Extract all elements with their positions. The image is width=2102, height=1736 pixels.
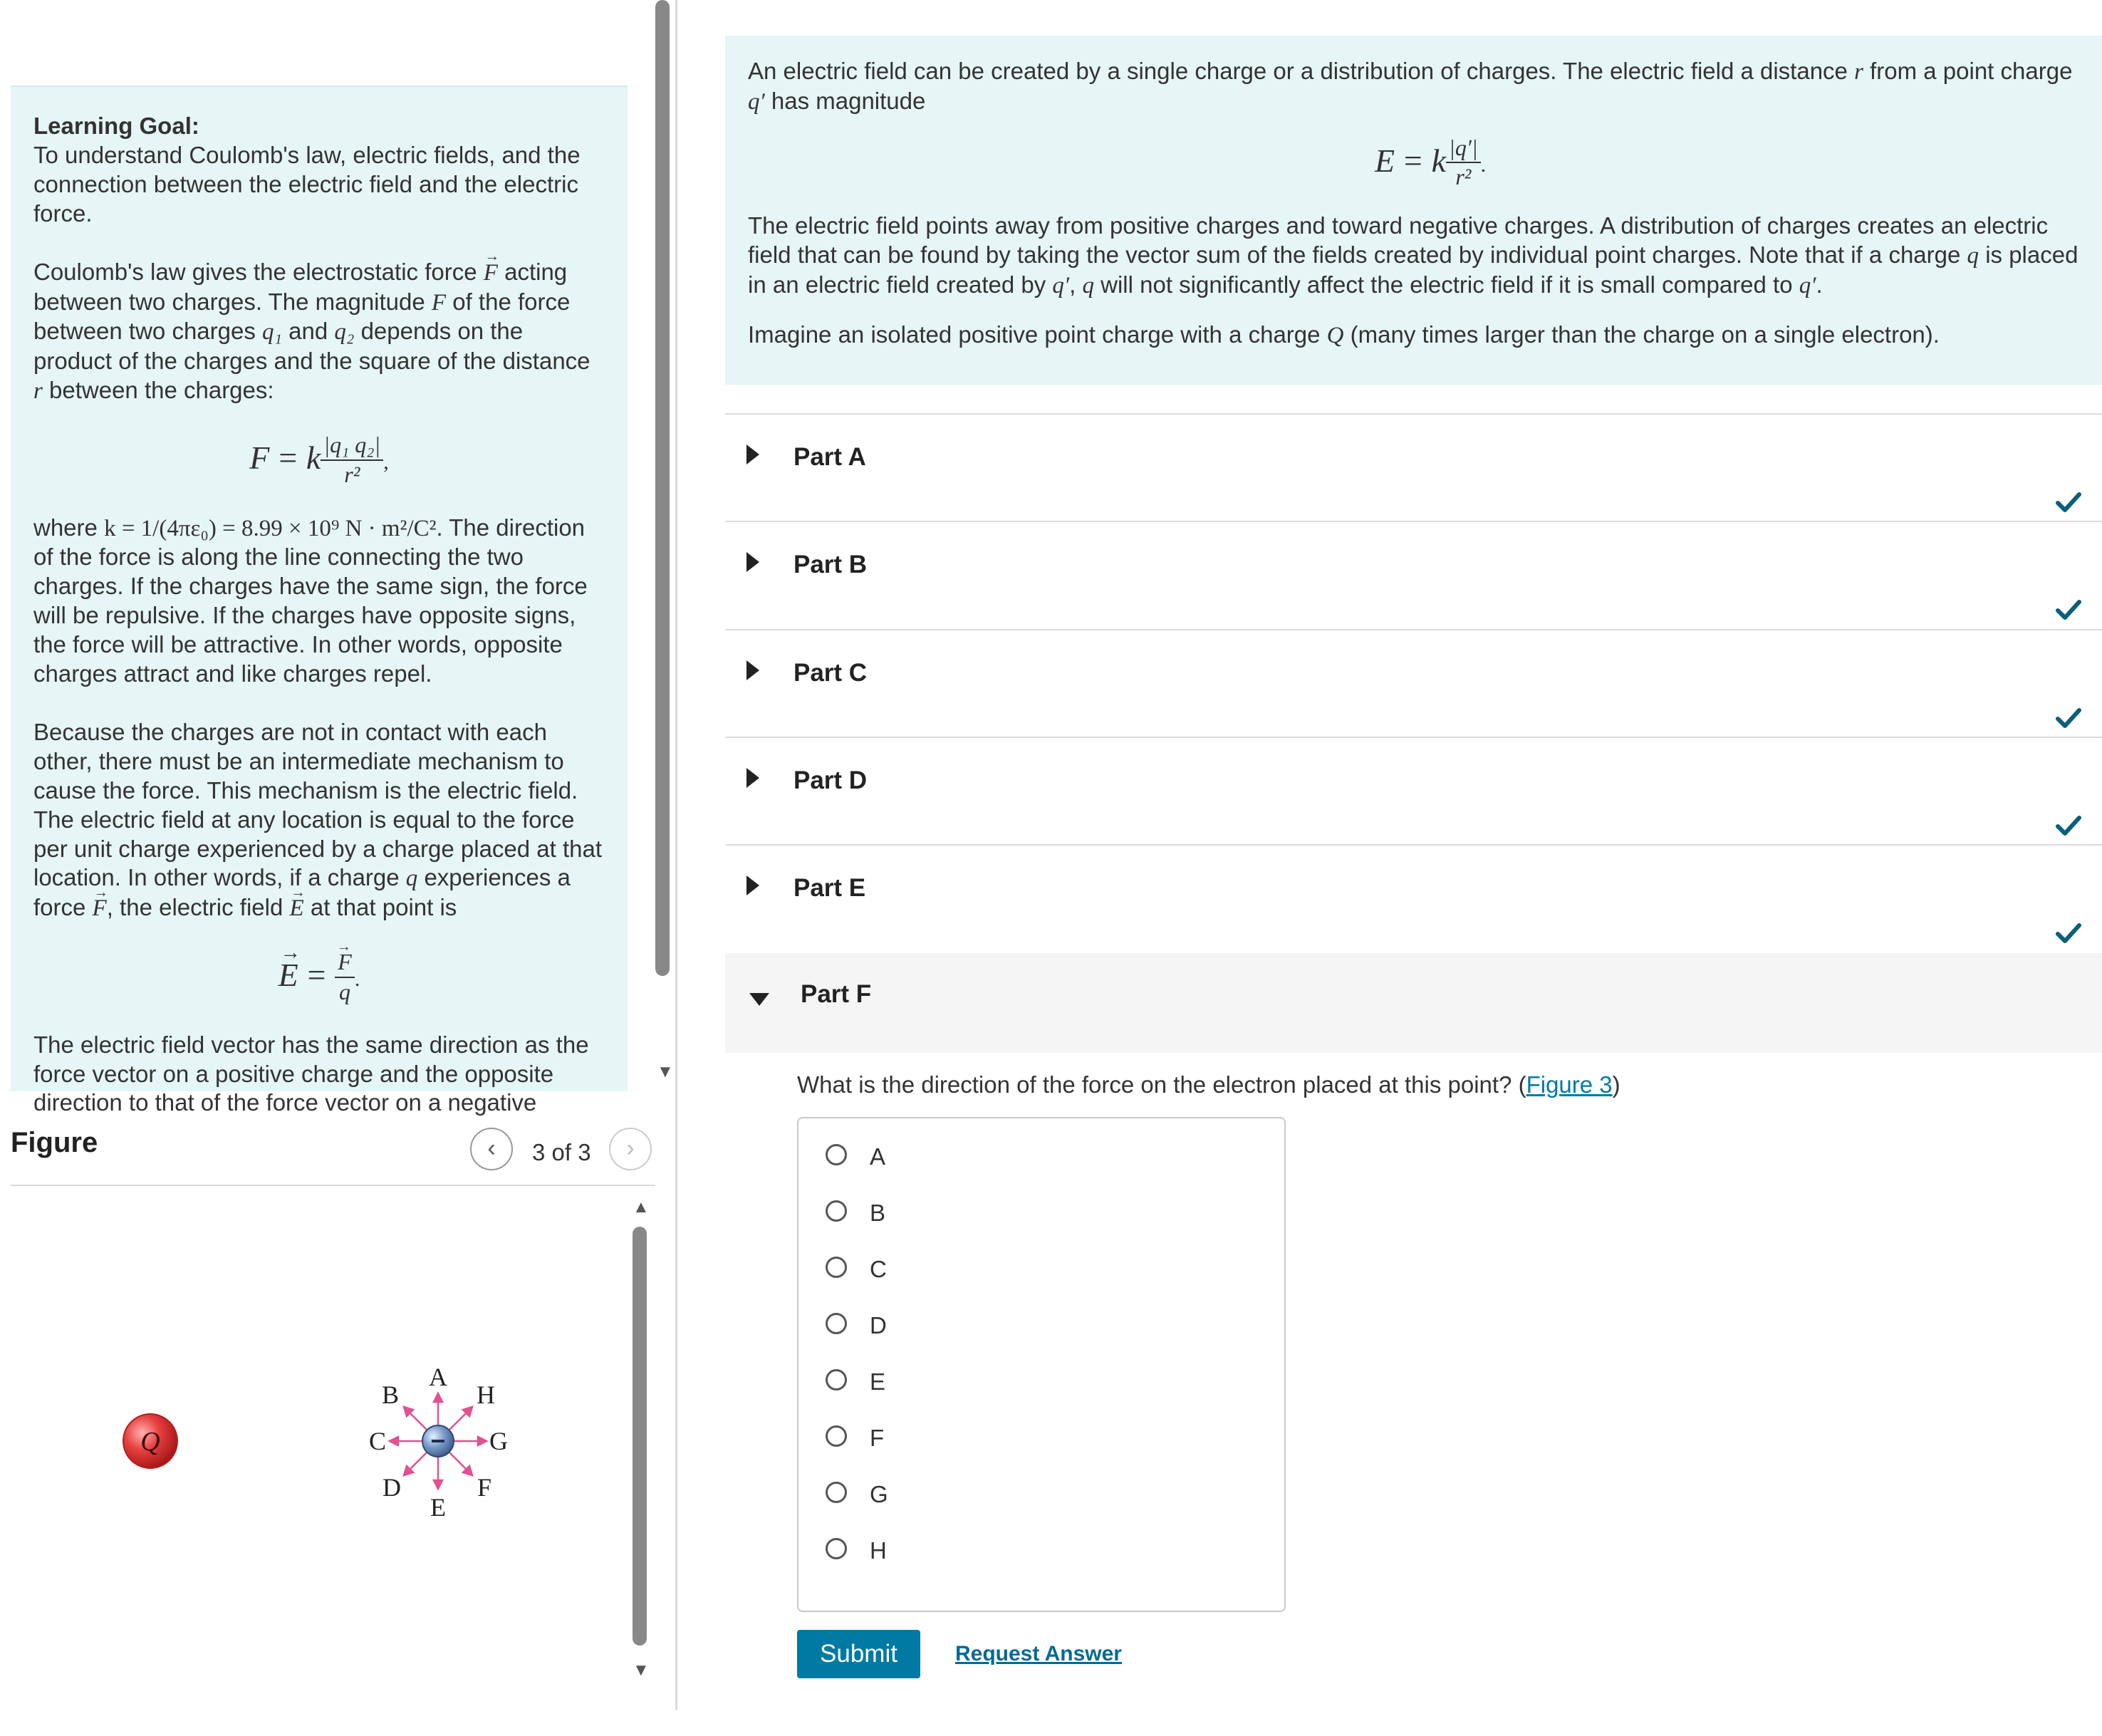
intro-paragraph-2: The electric field points away from positive charges and toward negative charges. A distribution of charges creates an electric field that can be found by taking the vector sum of the fields created by individual point charges. Note that if a charge q is placed in an electric field created by q′, q will not significantly affect the electric field if it is small compared to q′. bbox=[748, 212, 2078, 298]
field-magnitude-equation: E = k $\frac{|q'|}{\text{r²}}$ . bbox=[1375, 134, 1487, 190]
figure-counter: 3 of 3 bbox=[532, 1139, 591, 1165]
left-panel-scrollbar[interactable] bbox=[648, 0, 677, 1090]
option-g[interactable]: G bbox=[798, 1480, 1284, 1537]
direction-label-f: F bbox=[477, 1473, 492, 1502]
option-c[interactable]: C bbox=[798, 1255, 1284, 1311]
radio-button[interactable] bbox=[826, 1482, 847, 1503]
intro-paragraph-1: An electric field can be created by a single charge or a distribution of charges. The electric field a distance r from a point charge q′ has magnitude bbox=[748, 58, 2073, 115]
submit-button[interactable]: Submit bbox=[797, 1630, 920, 1678]
problem-intro bbox=[725, 36, 2102, 385]
option-d[interactable]: D bbox=[798, 1311, 1284, 1368]
left-scroll-thumb[interactable] bbox=[655, 0, 670, 976]
field-direction-paragraph: The electric field vector has the same direction as the force vector on a positive charge and the opposite direction to that of the force vector on a negative bbox=[33, 1031, 589, 1116]
radio-button[interactable] bbox=[826, 1144, 847, 1165]
part-label: Part D bbox=[794, 766, 868, 794]
option-e[interactable]: E bbox=[798, 1368, 1284, 1424]
k-definition-paragraph: where k = 1/(4πε₀) = 8.99 × 10⁹ N · m²/C². The direction of the force is along the line connecting the two charges. If the charges have the same sign, the force will be repulsive. If the charges have opposite signs, the force will be attractive. In other words, opposite charges attract and like charges repel. bbox=[33, 514, 588, 687]
part-label: Part A bbox=[794, 443, 866, 471]
field-definition-equation: → E = → $\frac{F}{q}$ . bbox=[33, 948, 605, 1006]
direction-label-c: C bbox=[368, 1427, 387, 1455]
checkmark-icon bbox=[2056, 921, 2081, 945]
coulomb-paragraph: Coulomb's law gives the electrostatic force → F acting between two charges. The magnitude F of the force between two charges q₁ and q₂ depends on the product of the charges and the square of the distance r between the charges: bbox=[33, 258, 605, 407]
radio-button[interactable] bbox=[826, 1425, 847, 1447]
expand-triangle-icon bbox=[746, 552, 759, 572]
option-b[interactable]: B bbox=[798, 1199, 1284, 1255]
coulomb-law-equation: F = k $\frac{\text{|q₁ q₂|}}{\text{r²}}$ , bbox=[249, 432, 389, 487]
figure-next-button[interactable] bbox=[609, 1128, 652, 1170]
direction-label-b: B bbox=[381, 1381, 400, 1409]
radio-button[interactable] bbox=[826, 1538, 847, 1559]
expand-triangle-icon bbox=[746, 445, 759, 464]
radio-button[interactable] bbox=[826, 1369, 847, 1391]
expand-triangle-icon bbox=[746, 875, 759, 895]
learning-goal-title: Learning Goal: bbox=[33, 113, 199, 139]
figure-scrollbar[interactable] bbox=[627, 1197, 655, 1681]
collapse-triangle-icon bbox=[749, 993, 769, 1006]
direction-label-a: A bbox=[429, 1363, 447, 1391]
direction-label-g: G bbox=[489, 1427, 508, 1455]
learning-goal-summary: To understand Coulomb's law, electric fields, and the connection between the electric field and the electric force. bbox=[33, 141, 581, 227]
part-e-header[interactable] bbox=[725, 844, 2102, 952]
intro-paragraph-3: Imagine an isolated positive point charge with a charge Q (many times larger than the charge on a single electron). bbox=[748, 321, 1940, 348]
figure-prev-button[interactable] bbox=[470, 1128, 513, 1170]
figure-scroll-thumb[interactable] bbox=[633, 1227, 647, 1646]
figure-header bbox=[11, 1118, 655, 1186]
part-b-header[interactable] bbox=[725, 521, 2102, 629]
learning-goal-panel bbox=[11, 85, 628, 1116]
figure-3-link[interactable]: Figure 3 bbox=[1526, 1071, 1613, 1098]
radio-button[interactable] bbox=[826, 1313, 847, 1334]
option-f[interactable]: F bbox=[798, 1424, 1284, 1480]
chevron-right-icon: › bbox=[626, 1135, 635, 1162]
direction-label-d: D bbox=[383, 1473, 401, 1502]
part-c-header[interactable] bbox=[725, 629, 2102, 737]
part-a-header[interactable] bbox=[725, 413, 2102, 521]
part-label: Part C bbox=[794, 659, 868, 687]
positive-charge-q bbox=[123, 1414, 177, 1468]
part-label: Part F bbox=[801, 980, 872, 1008]
scroll-down-icon[interactable]: ▼ bbox=[633, 1660, 650, 1680]
part-label: Part E bbox=[794, 874, 866, 902]
part-f-header[interactable] bbox=[725, 953, 2102, 1053]
part-d-header[interactable] bbox=[725, 737, 2102, 845]
figure-diagram bbox=[11, 1197, 623, 1710]
checkmark-icon bbox=[2056, 490, 2081, 514]
question-text: What is the direction of the force on the electron placed at this point? (Figure 3) bbox=[797, 1071, 1620, 1098]
scroll-down-icon[interactable]: ▼ bbox=[657, 1062, 674, 1081]
electric-field-paragraph: Because the charges are not in contact with each other, there must be an intermediate mechanism to cause the force. This mechanism is the electric field. The electric field at any location is equal to the force per unit charge experienced by a charge placed at that location. In other words, if a charge q experiences a force → F, the electric field → E at that point is bbox=[33, 718, 605, 923]
checkmark-icon bbox=[2056, 706, 2081, 730]
scroll-up-icon[interactable]: ▲ bbox=[633, 1197, 650, 1217]
option-a[interactable]: A bbox=[798, 1143, 1284, 1199]
radio-button[interactable] bbox=[826, 1200, 847, 1222]
figure-title: Figure bbox=[11, 1127, 98, 1158]
radio-button[interactable] bbox=[826, 1257, 847, 1278]
part-label: Part B bbox=[794, 551, 868, 578]
checkmark-icon bbox=[2056, 814, 2081, 838]
direction-label-e: E bbox=[430, 1493, 446, 1522]
request-answer-link[interactable]: Request Answer bbox=[955, 1642, 1122, 1665]
expand-triangle-icon bbox=[746, 660, 759, 680]
direction-label-h: H bbox=[477, 1381, 495, 1409]
panel-divider[interactable] bbox=[675, 0, 677, 1710]
checkmark-icon bbox=[2056, 598, 2081, 622]
charge-label: Q bbox=[140, 1427, 160, 1457]
option-h[interactable]: H bbox=[798, 1537, 1284, 1593]
expand-triangle-icon bbox=[746, 768, 759, 788]
answer-options bbox=[797, 1117, 1286, 1612]
chevron-left-icon: ‹ bbox=[487, 1135, 496, 1162]
